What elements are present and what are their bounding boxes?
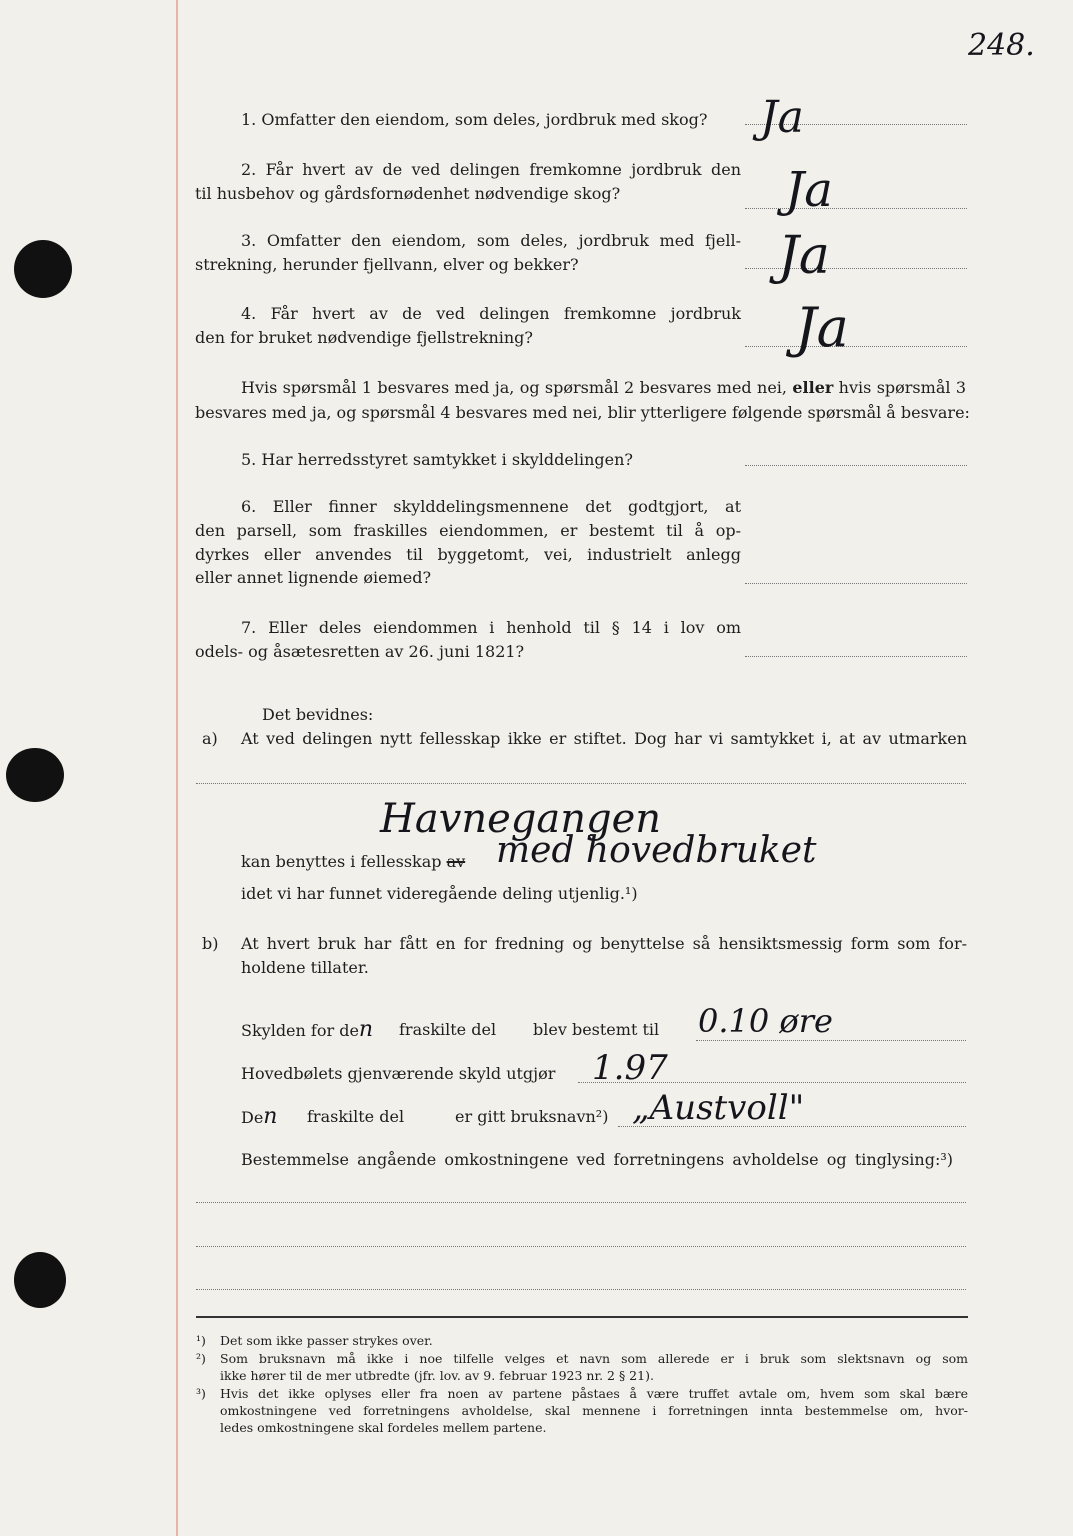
- footnote-1: ¹) Det som ikke passer strykes over.: [196, 1333, 433, 1348]
- answer-2: Ja: [785, 162, 833, 218]
- answer-line-7: [745, 656, 967, 657]
- footnote-rule: [196, 1316, 968, 1318]
- answer-3: Ja: [778, 226, 830, 286]
- attest-b-label: b): [202, 934, 219, 953]
- answer-line-6: [745, 583, 967, 584]
- handwritten-havnegangen: Havnegangen: [380, 796, 662, 842]
- question-2-line-2: til husbehov og gårdsfornødenhet nødvendige skog?: [195, 184, 621, 203]
- question-4-line-2: den for bruket nødvendige fjellstrekning?: [195, 328, 533, 347]
- footnote-2-line-2: ikke hører til de mer utbredte (jfr. lov. av 9. februar 1923 nr. 2 § 21).: [220, 1368, 654, 1383]
- attest-b-line-1: At hvert bruk har fått en for fredning og benyttelse så hensiktsmessig form som for-: [241, 934, 967, 953]
- answer-1: Ja: [760, 92, 804, 143]
- skyld-value-line: [696, 1040, 966, 1041]
- omkostning-line-2: [196, 1246, 966, 1247]
- handwritten-skyld-value: 0.10 øre: [698, 1002, 833, 1040]
- footnote-2-line-1: Som bruksnavn må ikke i noe tilfelle velges et navn som allerede er i bruk som slektsnavn og som: [220, 1351, 968, 1366]
- idet-text: idet vi har funnet videregående deling utjenlig.¹): [241, 884, 638, 903]
- answer-4: Ja: [795, 296, 849, 359]
- question-5: 5. Har herredsstyret samtykket i skylddelingen?: [241, 450, 634, 469]
- punch-hole-middle: [6, 748, 64, 802]
- attest-a-label: a): [202, 729, 218, 748]
- question-6-line-2: den parsell, som fraskilles eiendommen, er bestemt til å op-: [195, 521, 741, 540]
- question-1-line-1: Omfatter den eiendom, som deles, jordbruk med skog?: [261, 110, 708, 129]
- handwritten-med-hovedbruket: med hovedbruket: [496, 830, 817, 871]
- handwritten-bruksnavn: „Austvoll": [632, 1088, 805, 1128]
- footnote-2-mark: ²): [196, 1351, 206, 1366]
- question-1: [241, 109, 741, 131]
- struck-word: av: [446, 852, 466, 871]
- attest-heading: Det bevidnes:: [262, 705, 374, 724]
- question-4-line-1: 4. Får hvert av de ved delingen fremkomne jordbruk: [241, 304, 741, 323]
- question-7-line-2: odels- og åsætesretten av 26. juni 1821?: [195, 642, 525, 661]
- question-6-line-4: eller annet lignende øiemed?: [195, 568, 432, 587]
- omkostning-line-1: [196, 1202, 966, 1203]
- omkostning-line-3: [196, 1289, 966, 1290]
- answer-line-2: [745, 208, 967, 209]
- fellesskap-text: kan benyttes i fellesskap av: [241, 852, 466, 871]
- handwritten-n-2: n: [263, 1104, 278, 1129]
- footnote-3-line-1: Hvis det ikke oplyses eller fra noen av partene påstaes å være truffet avtale om, hvem som skal bære: [220, 1386, 968, 1401]
- page-number: 248.: [968, 28, 1035, 63]
- question-6-line-1: 6. Eller finner skylddelingsmennene det godtgjort, at: [241, 497, 741, 516]
- conditional-line-2: besvares med ja, og spørsmål 4 besvares med nei, blir ytterligere følgende spørsmål å besvare:: [195, 403, 970, 422]
- attest-b-line-2: holdene tillater.: [241, 958, 369, 977]
- handwritten-n-1: n: [358, 1017, 374, 1042]
- margin-line: [176, 0, 178, 1536]
- attest-a-text: At ved delingen nytt fellesskap ikke er stiftet. Dog har vi samtykket i, at av utmarken: [241, 729, 967, 748]
- footnote-3-line-3: ledes omkostningene skal fordeles mellem partene.: [220, 1420, 547, 1435]
- skyld-line-2: Hovedbølets gjenværende skyld utgjør: [241, 1064, 556, 1083]
- skyld-line-4: Bestemmelse angående omkostningene ved forretningens avholdelse og tinglysing:³): [241, 1150, 953, 1169]
- skyld-line-3: Den fraskilte del er gitt bruksnavn²): [241, 1104, 609, 1129]
- question-7-line-1: 7. Eller deles eiendommen i henhold til § 14 i lov om: [241, 618, 741, 637]
- handwritten-hovedbol-value: 1.97: [592, 1048, 668, 1088]
- question-3-line-1: 3. Omfatter den eiendom, som deles, jordbruk med fjell-: [241, 231, 741, 250]
- question-6-line-3: dyrkes eller anvendes til byggetomt, vei, industrielt anlegg: [195, 545, 741, 564]
- answer-line-5: [745, 465, 967, 466]
- conditional-line-1: Hvis spørsmål 1 besvares med ja, og spørsmål 2 besvares med nei, eller hvis spørsmål 3: [241, 378, 967, 397]
- punch-hole-top: [14, 240, 72, 298]
- attest-a-dotted-line: [196, 783, 966, 784]
- footnote-3-mark: ³): [196, 1386, 206, 1401]
- punch-hole-bottom: [14, 1252, 66, 1308]
- skyld-line-1: Skylden for den fraskilte del blev bestemt til: [241, 1017, 660, 1042]
- answer-line-4: [745, 346, 967, 347]
- footnote-3-line-2: omkostningene ved forretningens avholdelse, skal mennene i forretningen innta bestemmelse om, hvor-: [220, 1403, 968, 1418]
- question-1-number: 1.: [241, 110, 257, 129]
- question-3-line-2: strekning, herunder fjellvann, elver og bekker?: [195, 255, 579, 274]
- question-2-line-1: 2. Får hvert av de ved delingen fremkomne jordbruk den: [241, 160, 741, 179]
